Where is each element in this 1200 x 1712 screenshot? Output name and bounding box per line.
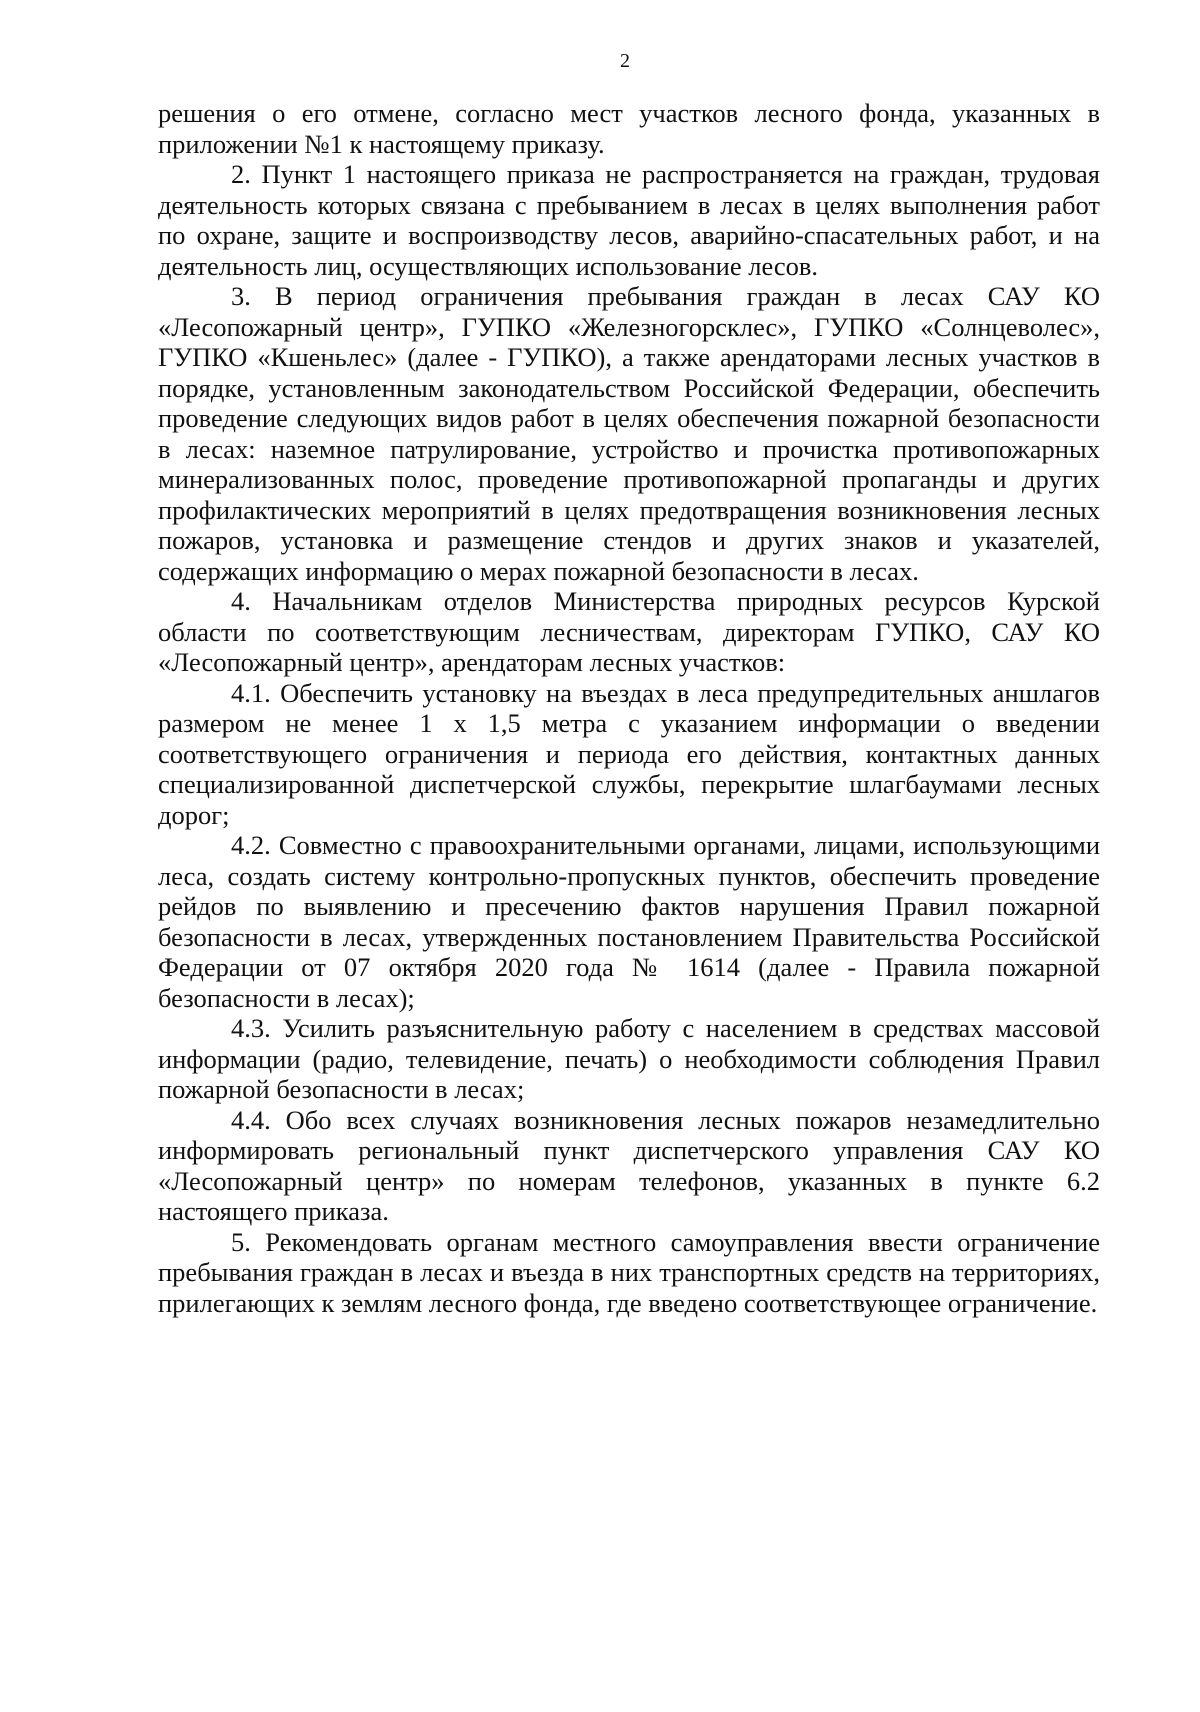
paragraph-4-3: 4.3. Усилить разъяснительную работу с населением в средствах массовой информации (радио, телевидение, печать) о необходимости соблюдения Правил пожарной безопасности в лесах; xyxy=(158,1013,1100,1104)
paragraph-4-2: 4.2. Совместно с правоохранительными органами, лицами, использующими леса, создать систему контрольно-пропускных пунктов, обеспечить проведение рейдов по выявлению и пресечению фактов нарушения Правил пожарной безопасности в лесах, утвержденных постановлением Правительства Российской Федерации от 07 октября 2020 года № 1614 (далее - Правила пожарной безопасности в лесах); xyxy=(158,830,1100,1013)
paragraph-2: 2. Пункт 1 настоящего приказа не распространяется на граждан, трудовая деятельность которых связана с пребыванием в лесах в целях выполнения работ по охране, защите и воспроизводству лесов, аварийно-спасательных работ, и на деятельность лиц, осуществляющих использование лесов. xyxy=(158,159,1100,281)
document-body xyxy=(158,98,1100,1318)
paragraph-5: 5. Рекомендовать органам местного самоуправления ввести ограничение пребывания граждан в лесах и въезда в них транспортных средств на территориях, прилегающих к землям лесного фонда, где введено соответствующее ограничение. xyxy=(158,1226,1100,1318)
paragraph-4: 4. Начальникам отделов Министерства природных ресурсов Курской области по соответствующим лесничествам, директорам ГУПКО, САУ КО «Лесопожарный центр», арендаторам лесных участков: xyxy=(158,586,1100,677)
paragraph-4-4: 4.4. Обо всех случаях возникновения лесных пожаров незамедлительно информировать региональный пункт диспетчерского управления САУ КО «Лесопожарный центр» по номерам телефонов, указанных в пункте 6.2 настоящего приказа. xyxy=(158,1104,1100,1226)
paragraph-3: 3. В период ограничения пребывания граждан в лесах САУ КО «Лесопожарный центр», ГУПКО «Железногорсклес», ГУПКО «Солнцеволес», ГУПКО «Кшеньлес» (далее - ГУПКО), а также арендаторами лесных участков в порядке, установленным законодательством Российской Федерации, обеспечить проведение следующих видов работ в целях обеспечения пожарной безопасности в лесах: наземное патрулирование, устройство и прочистка противопожарных минерализованных полос, проведение противопожарной пропаганды и других профилактических мероприятий в целях предотвращения возникновения лесных пожаров, установка и размещение стендов и других знаков и указателей, содержащих информацию о мерах пожарной безопасности в лесах. xyxy=(158,281,1100,586)
page-number: 2 xyxy=(620,50,630,72)
paragraph-4-1: 4.1. Обеспечить установку на въездах в леса предупредительных аншлагов размером не менее 1 х 1,5 метра с указанием информации о введении соответствующего ограничения и периода его действия, контактных данных специализированной диспетчерской службы, перекрытие шлагбаумами лесных дорог; xyxy=(158,677,1100,830)
paragraph-continuation: решения о его отмене, согласно мест участков лесного фонда, указанных в приложении №1 к настоящему приказу. xyxy=(158,98,1100,159)
